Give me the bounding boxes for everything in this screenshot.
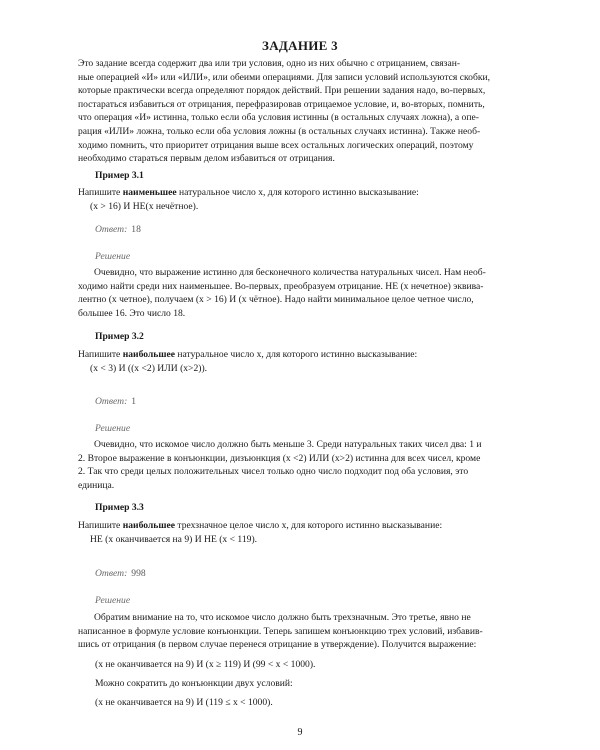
answer-row — [95, 568, 146, 579]
statement-keyword: наименьшее — [122, 187, 177, 198]
statement-prefix: Напишите — [78, 520, 121, 531]
solution-line: 2. Второе выражение в конъюнкции, дизъюнкция (x <2) ИЛИ (x>2) истинна для всех чисел, кроме — [78, 452, 481, 464]
intro-line: которые практически всегда определяют порядок действий. При решении задания надо, во-первых, — [78, 85, 486, 97]
example-expression: (x < 3) И ((x <2) ИЛИ (x>2)). — [90, 362, 208, 374]
statement-prefix: Напишите — [78, 349, 121, 360]
solution-line: большее 16. Это число 18. — [78, 307, 186, 319]
page-title: ЗАДАНИЕ 3 — [262, 38, 338, 53]
example-title: Пример 3.1 — [95, 170, 144, 181]
solution-line: Обратим внимание на то, что искомое число должно быть трехзначным. Это третье, явно не — [94, 612, 471, 623]
example-expression: (x > 16) И НЕ(x нечётное). — [90, 200, 199, 212]
solution-line: лентно (x четное), получаем (x > 16) И (x чётное). Надо найти минимальное целое четное число, — [78, 294, 474, 306]
solution-label: Решение — [95, 251, 131, 262]
text-line: Можно сократить до конъюнкции двух условий: — [95, 678, 293, 689]
formula-line: (x не оканчивается на 9) И (119 ≤ x < 1000). — [95, 697, 273, 708]
statement-suffix: натуральное число x, для которого истинно высказывание: — [177, 349, 418, 360]
intro-line: что операция «И» истинна, только если оба условия истинны (в остальных случаях ложна), а опе- — [78, 112, 479, 124]
answer-value: 1 — [131, 396, 137, 407]
intro-line: ходимо помнить, что приоритет отрицания выше всех остальных логических операций, поэтому — [78, 139, 474, 151]
solution-paragraph — [78, 438, 524, 492]
intro-line: Это задание всегда содержит два или три условия, одно из них обычно с отрицанием, связан- — [78, 58, 461, 69]
answer-value: 998 — [131, 568, 146, 579]
formula-line: (x не оканчивается на 9) И (x ≥ 119) И (99 < x < 1000). — [95, 659, 316, 670]
statement-suffix: натуральное число x, для которого истинно высказывание: — [179, 187, 419, 198]
solution-paragraph — [78, 611, 524, 652]
solution-line: ходимо найти среди них наименьшее. Во-первых, преобразуем отрицание. НЕ (x нечетное) эквива- — [78, 280, 484, 292]
solution-line: 2. Так что среди целых положительных чисел только одно число подходит под оба условия, это — [78, 466, 469, 478]
answer-label: Ответ: — [95, 396, 128, 407]
solution-label: Решение — [95, 423, 131, 434]
solution-line: Очевидно, что выражение истинно для бесконечного количества натуральных чисел. Нам необ- — [94, 267, 486, 278]
intro-line: необходимо стараться первым делом избавиться от отрицания. — [78, 153, 335, 165]
intro-line: постараться избавиться от отрицания, перефразировав отрицаемое условие, и, во-вторых, помнить, — [78, 98, 485, 110]
intro-line: ные операцией «И» или «ИЛИ», или обеими операциями. Для записи условий используются скобки, — [78, 71, 491, 83]
statement-keyword: наибольшее — [122, 520, 175, 531]
example-title: Пример 3.3 — [95, 502, 144, 513]
answer-label: Ответ: — [95, 224, 128, 235]
solution-label: Решение — [95, 595, 131, 606]
answer-label: Ответ: — [95, 568, 128, 579]
intro-line: рация «ИЛИ» ложна, только если оба условия ложны (в остальных случаях истинна). Также необ- — [78, 125, 481, 137]
statement-prefix: Напишите — [78, 187, 121, 198]
example-expression: НЕ (x оканчивается на 9) И НЕ (x < 119). — [90, 533, 258, 545]
statement-suffix: трехзначное целое число x, для которого истинно высказывание: — [177, 520, 443, 531]
example-statement — [78, 348, 417, 376]
example-title: Пример 3.2 — [95, 331, 144, 342]
answer-row — [95, 224, 141, 235]
solution-line: написанное в формуле условие конъюнкции. Теперь запишем конъюнкцию трех условий, избавив- — [78, 625, 483, 637]
statement-keyword: наибольшее — [122, 349, 175, 360]
example-statement — [78, 519, 442, 547]
intro-paragraph — [78, 57, 524, 166]
example-statement — [78, 186, 419, 214]
answer-row — [95, 396, 136, 407]
page-number: 9 — [297, 727, 303, 738]
solution-line: шись от отрицания (в первом случае перенеся отрицание в утверждение). Получится выражение: — [78, 639, 477, 651]
solution-paragraph — [78, 266, 524, 320]
solution-line: Очевидно, что искомое число должно быть меньше 3. Среди натуральных таких чисел два: 1 и — [94, 439, 482, 450]
answer-value: 18 — [131, 224, 141, 235]
solution-line: единица. — [78, 479, 115, 491]
